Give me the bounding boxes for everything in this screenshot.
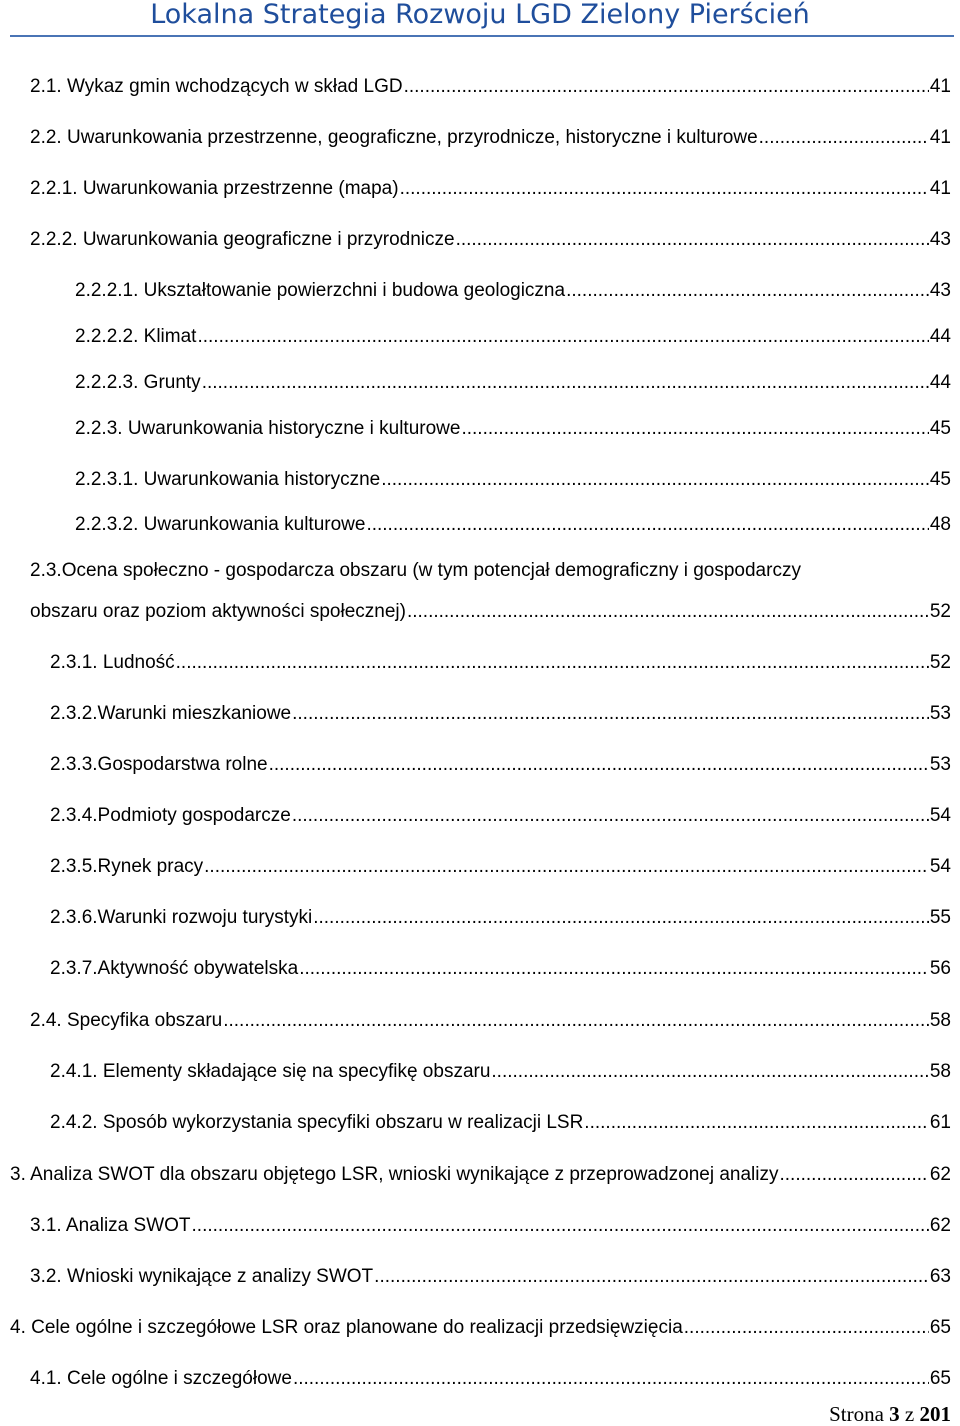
footer-of-label: z: [904, 1402, 915, 1426]
toc-entry[interactable]: [30, 178, 951, 200]
toc-entry[interactable]: [50, 805, 951, 827]
toc-entry-page: 65: [929, 1368, 951, 1389]
toc-entry-title: 3. Analiza SWOT dla obszaru objętego LSR, wnioski wynikające z przeprowadzonej analizy: [10, 1164, 779, 1185]
toc-entry-page: 52: [929, 601, 951, 622]
page-number-footer: [829, 1402, 951, 1426]
toc-entry-page: 43: [929, 229, 951, 250]
toc-dot-leader: [268, 754, 929, 776]
toc-entry[interactable]: [30, 1215, 951, 1237]
toc-entry-title: 2.3.5.Rynek pracy: [50, 856, 204, 877]
toc-entry[interactable]: [50, 652, 951, 674]
toc-dot-leader: [203, 856, 929, 878]
toc-dot-leader: [201, 372, 929, 394]
toc-entry-page: 61: [929, 1112, 951, 1133]
toc-dot-leader: [175, 652, 929, 674]
toc-entry-page: 58: [929, 1010, 951, 1031]
toc-entry-title: 2.2.2.3. Grunty: [75, 372, 201, 393]
toc-entry[interactable]: [50, 1112, 951, 1134]
toc-dot-leader: [583, 1112, 929, 1134]
toc-entry[interactable]: [30, 1368, 951, 1390]
toc-entry-title: 2.3.2.Warunki mieszkaniowe: [50, 703, 292, 724]
toc-entry-title: 2.4. Specyfika obszaru: [30, 1010, 223, 1031]
toc-entry-title: 2.2.3.1. Uwarunkowania historyczne: [75, 469, 381, 490]
toc-dot-leader: [399, 178, 929, 200]
toc-entry[interactable]: [30, 1266, 951, 1288]
toc-entry[interactable]: [10, 1317, 951, 1339]
toc-entry-title: 2.3.1. Ludność: [50, 652, 175, 673]
toc-entry[interactable]: [75, 372, 951, 394]
toc-entry-title: 2.4.1. Elementy składające się na specyfikę obszaru: [50, 1061, 491, 1082]
toc-entry[interactable]: [75, 418, 951, 440]
footer-total-pages: 201: [919, 1402, 951, 1426]
toc-entry-title: 2.3.4.Podmioty gospodarcze: [50, 805, 291, 826]
toc-entry-title: 2.3.7.Aktywność obywatelska: [50, 958, 299, 979]
toc-entry[interactable]: [50, 856, 951, 878]
toc-entry-title: 2.1. Wykaz gmin wchodzących w skład LGD: [30, 76, 403, 97]
toc-dot-leader: [779, 1164, 929, 1186]
toc-dot-leader: [565, 280, 929, 302]
toc-entry[interactable]: [30, 127, 951, 149]
toc-entry[interactable]: [10, 1164, 951, 1186]
toc-dot-leader: [291, 805, 929, 827]
footer-page-label: Strona: [829, 1402, 884, 1426]
toc-entry[interactable]: [50, 1061, 951, 1083]
toc-entry[interactable]: [50, 907, 951, 929]
toc-dot-leader: [191, 1215, 929, 1237]
toc-entry[interactable]: [30, 601, 951, 623]
toc-dot-leader: [292, 1368, 929, 1390]
header-divider: [10, 35, 954, 37]
toc-dot-leader: [380, 469, 929, 491]
toc-entry-page: 58: [929, 1061, 951, 1082]
toc-entry-page: 43: [929, 280, 951, 301]
toc-entry-page: 45: [929, 418, 951, 439]
toc-entry-title: 2.3.6.Warunki rozwoju turystyki: [50, 907, 313, 928]
toc-dot-leader: [460, 418, 928, 440]
running-header-title: Lokalna Strategia Rozwoju LGD Zielony Pierścień: [150, 0, 810, 30]
toc-dot-leader: [490, 1061, 928, 1083]
toc-entry[interactable]: [75, 514, 951, 536]
toc-entry-title: 4.1. Cele ogólne i szczegółowe: [30, 1368, 292, 1389]
toc-entry-page: 48: [929, 514, 951, 535]
toc-dot-leader: [298, 958, 929, 980]
toc-entry-title: 3.2. Wnioski wynikające z analizy SWOT: [30, 1266, 374, 1287]
toc-dot-leader: [291, 703, 929, 725]
toc-entry[interactable]: [50, 754, 951, 776]
toc-entry-page: 63: [929, 1266, 951, 1287]
toc-dot-leader: [365, 514, 928, 536]
toc-dot-leader: [683, 1317, 929, 1339]
toc-entry-title: 4. Cele ogólne i szczegółowe LSR oraz planowane do realizacji przedsięwzięcia: [10, 1317, 683, 1338]
toc-entry-page: 62: [929, 1215, 951, 1236]
toc-entry[interactable]: [30, 76, 951, 98]
toc-entry-title-line[interactable]: 2.3.Ocena społeczno - gospodarcza obszaru (w tym potencjał demograficzny i gospodarczy: [30, 560, 801, 581]
toc-entry-page: 54: [929, 856, 951, 877]
toc-entry[interactable]: [75, 326, 951, 348]
toc-entry-page: 55: [929, 907, 951, 928]
toc-entry[interactable]: [50, 703, 951, 725]
toc-dot-leader: [222, 1010, 929, 1032]
toc-dot-leader: [455, 229, 929, 251]
toc-entry[interactable]: [30, 229, 951, 251]
toc-entry-page: 62: [929, 1164, 951, 1185]
toc-entry-title: 2.2.2. Uwarunkowania geograficzne i przyrodnicze: [30, 229, 455, 250]
toc-entry-page: 44: [929, 372, 951, 393]
toc-entry-title: obszaru oraz poziom aktywności społecznej): [30, 601, 406, 622]
toc-dot-leader: [758, 127, 929, 149]
footer-current-page: 3: [889, 1402, 900, 1426]
toc-entry[interactable]: [75, 280, 951, 302]
toc-entry-page: 44: [929, 326, 951, 347]
toc-entry-title: 2.2.2.1. Ukształtowanie powierzchni i budowa geologiczna: [75, 280, 566, 301]
toc-entry-page: 65: [929, 1317, 951, 1338]
toc-entry-page: 53: [929, 754, 951, 775]
toc-entry-title: 2.3.3.Gospodarstwa rolne: [50, 754, 268, 775]
toc-dot-leader: [403, 76, 929, 98]
toc-entry-title: 2.2.3. Uwarunkowania historyczne i kulturowe: [75, 418, 461, 439]
toc-entry-title: 2.2.3.2. Uwarunkowania kulturowe: [75, 514, 366, 535]
toc-entry-page: 56: [929, 958, 951, 979]
toc-entry-title: 2.2.2.2. Klimat: [75, 326, 197, 347]
toc-dot-leader: [312, 907, 929, 929]
toc-entry-page: 54: [929, 805, 951, 826]
toc-entry[interactable]: [75, 469, 951, 491]
toc-entry-page: 41: [929, 127, 951, 148]
toc-dot-leader: [406, 601, 929, 623]
toc-entry-page: 53: [929, 703, 951, 724]
toc-entry-page: 45: [929, 469, 951, 490]
toc-entry-title: 2.2. Uwarunkowania przestrzenne, geograficzne, przyrodnicze, historyczne i kulturowe: [30, 127, 758, 148]
toc-entry-page: 41: [929, 178, 951, 199]
toc-dot-leader: [196, 326, 928, 348]
toc-entry-page: 41: [929, 76, 951, 97]
toc-entry-title: 2.2.1. Uwarunkowania przestrzenne (mapa): [30, 178, 399, 199]
toc-entry-title: 2.4.2. Sposób wykorzystania specyfiki obszaru w realizacji LSR: [50, 1112, 584, 1133]
toc-entry[interactable]: [50, 958, 951, 980]
toc-dot-leader: [373, 1266, 929, 1288]
toc-entry-title: 3.1. Analiza SWOT: [30, 1215, 191, 1236]
toc-entry[interactable]: [30, 1010, 951, 1032]
toc-entry-page: 52: [929, 652, 951, 673]
